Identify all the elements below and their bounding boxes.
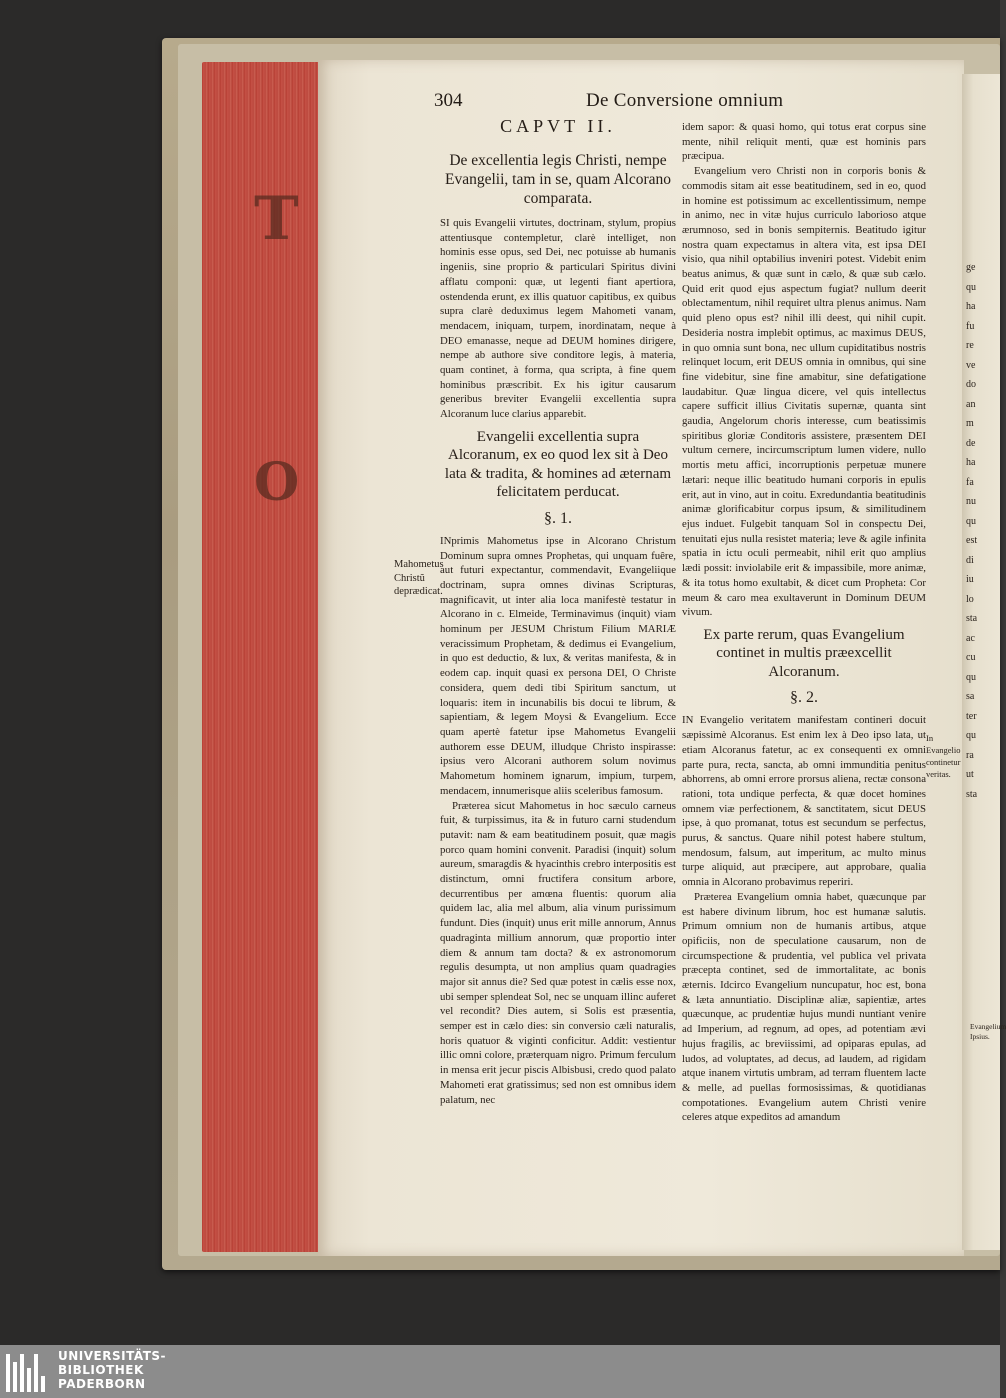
facing-page-fragment: cu bbox=[966, 652, 976, 663]
facing-page-fragment: nu bbox=[966, 496, 976, 507]
marginal-note-evangelio: In Evangelio continetur veritas. bbox=[926, 733, 961, 779]
marginal-note-mahometus: Mahometus Christũ deprædicat. bbox=[394, 559, 444, 598]
text-column-left bbox=[440, 116, 676, 1107]
section1-paragraph-4: Evangelium vero Christi non in corporis bonis & commodis sitam ait esse beatitudinem, sed in eo, quod in homine est potissimum ac excellentissimum, nempe in animo, nec in vitæ hujus curriculo laborioso atque ærumnoso, sed in bonis sempiternis. Beatitudo igitur nostra quam expectamus in altera vita, est ipsa DEI visio, qua nihil optabilius inveniri potest. Videbit enim beatus animus, & quæ sunt in cælo, & quæ sub cælo. Quid erit quod ejus aspectum fugiat? nullum deerit oblectamentum, nihil requiret ultra plenus animus. Nam quid pleno opus est? nihil illi deest, qui nihil cupit. Desideria nostra implebit optimus, ac maximus DEUS, in quo omnia sunt bona, nec ullum cupiditatibus nostris relinquet locum, erit DEUS omnia in omnibus, qui sine fine videbitur, sine fine amabitur, sine defatigatione laudabitur. Quæ lingua dicere, vel quis intellectus capere sufficit illius Civitatis supernæ, quanta sint gaudia, Angelorum choris interesse, cum beatissimis spiritibus gloriæ Conditoris assistere, præsentem DEI vultum cernere, incircumscriptum lumen videre, nullo mortis metu affici, incorruptionis perpetuæ munere lætari: neque illic beatitudo humani corporis in epulis erit, aut in vino, aut in coitu. Exredundantia beatitudinis animæ glorificabitur corpus ipsum, & similitudinem ejus induet. Fulgebit tanquam Sol in conspectu Dei, tenuitati ejus nulla resistet materia; leve & agile infinita spatia in ictu oculi permeabit, nihil erit quo amplius lædi possit: inviolabile erit & impassibile, more animæ, & ita totus homo exultabit, & dicet cum Propheta: Cor meum & caro mea exultaverunt in Dominum DEUM vivum. bbox=[682, 165, 926, 619]
page-number: 304 bbox=[434, 90, 463, 111]
facing-page-fragment: qu bbox=[966, 730, 976, 741]
edge-letter-t: T bbox=[254, 184, 299, 254]
facing-page-fragment: sa bbox=[966, 691, 975, 702]
facing-page-fragment: ac bbox=[966, 632, 975, 644]
facing-page-fragment: sta bbox=[966, 788, 978, 800]
facing-page-fragment: m bbox=[966, 418, 974, 429]
chapter-intro: SI quis Evangelii virtutes, doctrinam, stylum, propius attentiusque contempletur, clarè intelliget, non hominis esse opus, sed Dei, nec potuisse ab humanis ingeniis, sine proprio & particulari Spiritus divini afflatu componi: quæ, ut legenti fiant apertiora, ostendenda erunt, ex illis quatuor capitibus, ex quibus supra clarè deduximus legem Mahometi vanam, mendacem, iniquam, turpem, inordinatam, neque à DEO emanasse, neque ad DEUM homines dirigere, nempe ab authore sive conditore legis, à materia, quam continet, à forma, qua scripta, à fine quem hominibus præscribit. Ex his igitur causarum generibus breviter Evangelii excellentia supra Alcoranum luce clarius apparebit. bbox=[440, 217, 676, 421]
library-logo-icon bbox=[6, 1352, 50, 1392]
library-name bbox=[58, 1349, 166, 1391]
facing-page-fragment: ra bbox=[966, 749, 974, 761]
section2-mark: §. 2. bbox=[790, 689, 818, 707]
facing-page-fragment: fu bbox=[966, 320, 975, 332]
facing-page-fragment: ge bbox=[966, 262, 976, 273]
facing-page-fragment: fa bbox=[966, 476, 974, 488]
section1-heading: Evangelii excellentia supra Alcoranum, ex eo quod lex sit à Deo lata & tradita, & homines ad æternam felicitatem perducat. bbox=[444, 428, 672, 501]
section2-heading: Ex parte rerum, quas Evangelium continet in multis præexcellit Alcoranum. bbox=[703, 626, 905, 680]
edge-letter-o: O bbox=[254, 452, 300, 513]
section2-paragraph-2: Præterea Evangelium omnia habet, quæcunque par est habere divinum librum, hoc est humanæ salutis. Primum omnium non de humanis artibus, atque opificiis, non de speculatione causarum, non de circumspectione & prudentia, vel publica vel privata præcepta continet, sed de immortalitate, ac bonis æternis. Idcirco Evangelium nuncupatur, hoc est, bona & læta annuntiatio. Disciplinæ aliæ, sapientiæ, artes quæcunque, ac prudentiæ hujus mundi nuntiant venire ad Imperium, ad regnum, ad opes, ad potentiam ævi hujus fragilis, ac breviissimi, ad opiparas epulas, ad ludos, ad voluptates, ad decus, ad laudem, ad rigidam atque inanem virtutis umbram, ad terram fluentem lacte & melle, ad puellas formosissimas, & quotidianas compotationes. Evangelium autem Christi venire celeres atque expeditos ad amandum bbox=[682, 890, 926, 1124]
facing-page-fragment: ve bbox=[966, 359, 976, 371]
section1-paragraph-2: Præterea sicut Mahometus in hoc sæculo carneus fuit, & turpissimus, ita & in futuro carni studendum putavit: nam & eam beatitudinem posuit, quæ magis porco quam homini convenit. Paradisi (inquit) solum aureum, smaragdis & hyacinthis crebro interpositis est distinctum, omni fructifera consitum arbore, decurrentibus per amœna fluentis: quorum alia quidem lac, alia mel album, alia vinum purissimum fundunt. Dies (inquit) unus erit mille annorum, Annus quadraginta millium annorum, quæ proportio inter diem & annum tam docta? & ex astronomorum regulis desumpta, ut non amplius quam quadragies major sit annus die? Sed quæ potest in cælis esse nox, ubi semper splendeat Sol, nec se unquam illinc auferet vel recondit? Dies autem, si Solis est præsentia, semper est in cælo dies: sin conversio cæli naturalis, horis quatuor & viginti conficitur. Addit: vestientur illic omni colore, præterquam nigro. Primum ferculum in mensa erit jecur piscis Albisbusi, credo quod palato Mahometi erat gratissimus; sed non est omnibus idem palatum, nec bbox=[440, 799, 676, 1106]
facing-page-fragment: ha bbox=[966, 301, 976, 312]
section1-paragraph-3: idem sapor: & quasi homo, qui totus erat corpus sine mente, nihil reliquit menti, quæ est hominis pars præcipua. bbox=[682, 121, 926, 163]
facing-page-fragment: ha bbox=[966, 457, 976, 468]
facing-page-fragment: ut bbox=[966, 769, 974, 780]
chapter-heading: De excellentia legis Christi, nempe Evangelii, tam in se, quam Alcorano comparata. bbox=[445, 152, 671, 207]
facing-page-fragments bbox=[966, 258, 1000, 804]
text-column-right bbox=[682, 120, 926, 1125]
section2-paragraph-1: IN Evangelio veritatem manifestam contineri docuit sæpissimè Alcoranus. Est enim lex à Deo ipso lata, ut etiam Alcoranus fatetur, ac ex consequenti ex omni parte pura, recta, sancta, ab omni immunditia penitus abhorrens, ab omni errore prorsus aliena, rectæ consona rationi, tota undique perfecta, & quæ docet homines omnem viæ perfectionem, & sanctitatem, sicut DEUS ipse, à quo promanat, totus est secundum se perfectus, purus, & sanctus. Quare nihil potest habere stultum, mendosum, falsum, aut imperitum, ac multo minus turpe aliquid, aut præcipere, aut approbare, qualia omnia in Alcorano probavimus reperiri. bbox=[682, 714, 926, 889]
facing-page-fragment: ter bbox=[966, 710, 977, 722]
facing-page-fragment: do bbox=[966, 379, 976, 390]
facing-page-fragment: re bbox=[966, 340, 974, 351]
facing-page-fragment: iu bbox=[966, 574, 974, 585]
facing-page-fragment: est bbox=[966, 535, 978, 546]
running-title: De Conversione omnium bbox=[586, 90, 784, 111]
library-name-line-1: UNIVERSITÄTS- bbox=[58, 1349, 167, 1363]
facing-page-fragment: qu bbox=[966, 281, 976, 293]
library-footer bbox=[0, 1345, 1000, 1398]
facing-page-fragment: di bbox=[966, 554, 974, 566]
facing-page-fragment: qu bbox=[966, 671, 976, 683]
facing-page-fragment: sta bbox=[966, 613, 978, 624]
facing-page-fragment: qu bbox=[966, 515, 976, 527]
library-name-line-3: PADERBORN bbox=[58, 1377, 146, 1391]
facing-page-fragment: lo bbox=[966, 593, 974, 605]
section1-mark: §. 1. bbox=[544, 509, 572, 527]
section1-paragraph-1: INprimis Mahometus ipse in Alcorano Christum Dominum supra omnes Prophetas, qui unquam fuêre, aut futuri expectantur, commendavit, Evangeliique doctrinam, supra omnes divinas Scripturas, magnificavit, ut inter alia loca manifestè testatur in Alcorano in c. Elmeide, Terminavimus (inquit) viam hominum per JESUM Christum Filium MARIÆ veracissimum Prophetam, & dedimus ei Evangelium, in quo est deductio, & lux, & veritas manifesta, & in eodem cap. inquit quasi ex persona DEI, O Christe considera, quem dedi tibi Spiritum sanctum, ut loquaris: item in incunabilis bis docui te librum, & sapientiam, & legem Moysi & Evangelium. Ecce quam apertè fatetur ipse Mahometus Evangelii authorem esse DEUM, illudque Christo inspirasse: ipsius vero Alcorani authorem solum novimus Mahometum hominem ignarum, impium, turpem, mendacem, innumerisque aliis sceleribus famosum. bbox=[440, 534, 676, 797]
chapter-title: CAPVT II. bbox=[500, 116, 616, 136]
facing-page-fragment: de bbox=[966, 437, 976, 449]
marginal-note-facing-page: Evangelium Ipsius. bbox=[970, 1022, 1006, 1041]
facing-page-fragment: an bbox=[966, 398, 976, 410]
library-name-line-2: BIBLIOTHEK bbox=[58, 1363, 144, 1377]
